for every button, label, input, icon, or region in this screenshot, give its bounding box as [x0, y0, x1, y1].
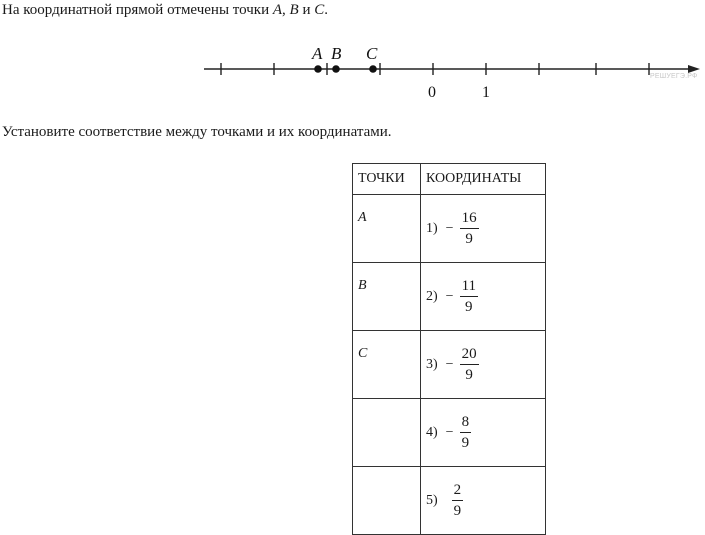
table-row: [353, 263, 546, 331]
point-cell: [353, 399, 421, 467]
option-number: 5): [426, 492, 438, 508]
header-coords: КООРДИНАТЫ: [421, 164, 546, 195]
fraction: [460, 278, 478, 316]
option-number: 4): [426, 424, 438, 440]
fraction: [460, 346, 479, 384]
option-number: 3): [426, 356, 438, 372]
point-cell: A: [353, 195, 421, 263]
task-text: Установите соответствие между точками и их координатами.: [2, 124, 392, 140]
fraction: [452, 482, 464, 520]
tick-label-zero: 0: [428, 84, 436, 101]
option-number: 2): [426, 288, 438, 304]
tick-label-one: 1: [482, 84, 490, 101]
table-row: [353, 331, 546, 399]
fraction-numerator: 11: [460, 278, 478, 297]
coord-option: [426, 210, 540, 248]
problem-intro: [2, 1, 328, 19]
intro-period: .: [324, 2, 328, 18]
fraction-numerator: 2: [452, 482, 464, 501]
coord-cell: [421, 263, 546, 331]
coord-cell: [421, 195, 546, 263]
number-line: [0, 38, 705, 108]
fraction-denominator: 9: [461, 434, 470, 451]
axis-arrow-icon: [688, 65, 700, 73]
intro-point-a: A: [272, 2, 283, 18]
number-line-axis: [204, 65, 700, 73]
intro-point-c: C: [314, 2, 325, 18]
fraction-numerator: 8: [460, 414, 472, 433]
intro-comma: ,: [282, 2, 290, 18]
header-points: ТОЧКИ: [353, 164, 421, 195]
point-b-label: B: [331, 44, 342, 63]
coord-cell: [421, 399, 546, 467]
coord-option: [426, 346, 540, 384]
point-cell: B: [353, 263, 421, 331]
intro-text: На координатной прямой отмечены точки: [2, 2, 273, 18]
fraction-denominator: 9: [465, 366, 473, 383]
point-a-dot: [314, 65, 322, 73]
fraction-denominator: 9: [453, 502, 462, 519]
option-number: 1): [426, 220, 438, 236]
table-row: [353, 195, 546, 263]
table-row: [353, 467, 546, 535]
intro-point-b: B: [289, 2, 299, 18]
point-a-label: A: [312, 44, 323, 63]
point-b-dot: [332, 65, 340, 73]
option-sign: −: [445, 288, 454, 304]
fraction: [460, 414, 472, 452]
coord-cell: [421, 467, 546, 535]
fraction-numerator: 16: [460, 210, 479, 229]
fraction-numerator: 20: [460, 346, 479, 365]
coord-cell: [421, 331, 546, 399]
fraction-denominator: 9: [465, 298, 473, 315]
intro-and: и: [298, 2, 315, 18]
coord-option: [426, 414, 540, 452]
option-sign: −: [445, 220, 454, 236]
point-cell: C: [353, 331, 421, 399]
option-sign: −: [445, 424, 454, 440]
watermark: РЕШУЕГЭ.РФ: [650, 73, 698, 80]
option-sign: −: [445, 356, 454, 372]
fraction: [460, 210, 479, 248]
coord-option: [426, 482, 540, 520]
matching-table: [352, 163, 546, 535]
point-c-label: C: [366, 44, 378, 63]
point-cell: [353, 467, 421, 535]
point-c-dot: [369, 65, 377, 73]
table-header-row: [353, 164, 546, 195]
coord-option: [426, 278, 540, 316]
table-row: [353, 399, 546, 467]
fraction-denominator: 9: [465, 230, 473, 247]
